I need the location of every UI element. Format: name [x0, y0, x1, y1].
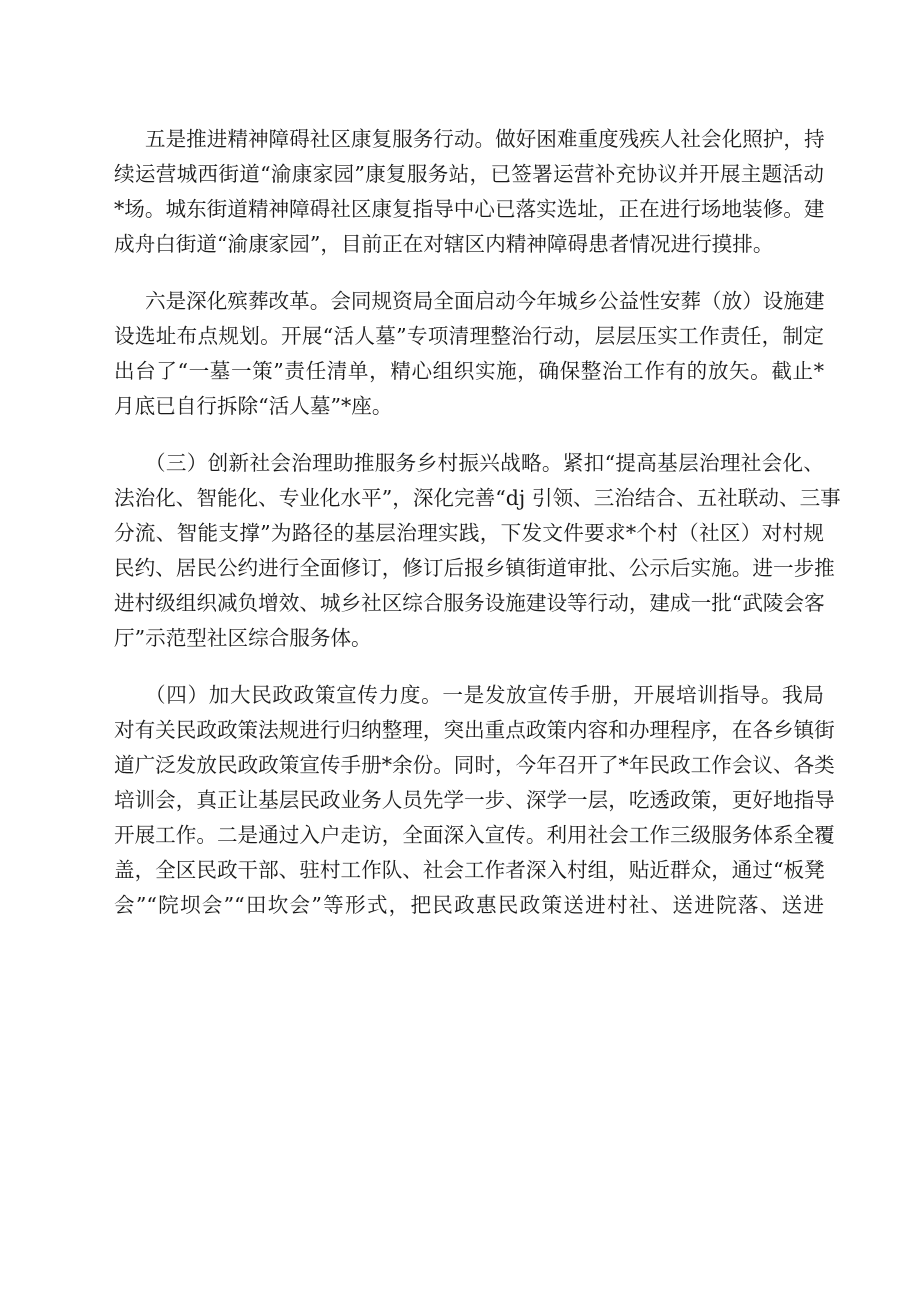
paragraph-policy-publicity: [114, 678, 835, 923]
text-line: 法治化、智能化、专业化水平”，深化完善“dj 引领、三治结合、五社联动、三事: [114, 486, 841, 510]
text-line: 民约、居民公约进行全面修订，修订后报乡镇街道审批、公示后实施。进一步推: [114, 556, 835, 580]
paragraph-social-governance: [114, 446, 841, 656]
text-line: （三）创新社会治理助推服务乡村振兴战略。紧扣“提高基层治理社会化、: [145, 451, 824, 475]
text-line: 续运营城西街道“渝康家园”康复服务站，已签署运营补充协议并开展主题活动: [114, 162, 824, 186]
document-body: [114, 122, 841, 945]
text-line: 开展工作。二是通过入户走访，全面深入宣传。利用社会工作三级服务体系全覆: [114, 823, 835, 847]
text-line: 厅”示范型社区综合服务体。: [114, 626, 372, 650]
text-line: 盖，全区民政干部、驻村工作队、社会工作者深入村组，贴近群众，通过“板凳: [114, 858, 825, 882]
text-line: 五是推进精神障碍社区康复服务行动。做好困难重度残疾人社会化照护，持: [145, 127, 825, 151]
text-line: 成舟白街道“渝康家园”，目前正在对辖区内精神障碍患者情况进行摸排。: [114, 232, 774, 256]
paragraph-mental-health-rehab: [114, 122, 824, 262]
text-line: 月底已自行拆除“活人墓”*座。: [114, 394, 393, 418]
text-line: 设选址布点规划。开展“活人墓”专项清理整治行动，层层压实工作责任，制定: [114, 324, 824, 348]
text-line: 对有关民政政策法规进行归纳整理，突出重点政策内容和办理程序，在各乡镇街: [114, 718, 835, 742]
paragraph-funeral-reform: [114, 284, 824, 424]
text-line: （四）加大民政政策宣传力度。一是发放宣传手册，开展培训指导。我局: [145, 683, 824, 707]
text-line: *场。城东街道精神障碍社区康复指导中心已落实选址，正在进行场地装修。建: [114, 197, 825, 221]
text-line: 分流、智能支撑”为路径的基层治理实践，下发文件要求*个村（社区）对村规: [114, 521, 824, 545]
text-line: 道广泛发放民政政策宣传手册*余份。同时，今年召开了*年民政工作会议、各类: [114, 753, 835, 777]
text-line: 进村级组织减负增效、城乡社区综合服务设施建设等行动，建成一批“武陵会客: [114, 591, 825, 615]
text-line: 六是深化殡葬改革。会同规资局全面启动今年城乡公益性安葬（放）设施建: [145, 289, 825, 313]
text-line: 培训会，真正让基层民政业务人员先学一步、深学一层，吃透政策，更好地指导: [114, 788, 835, 812]
text-line: 出台了“一墓一策”责任清单，精心组织实施，确保整治工作有的放矢。截止*: [114, 359, 824, 383]
text-line: 会”“院坝会”“田坎会”等形式，把民政惠民政策送进村社、送进院落、送进: [114, 893, 824, 917]
